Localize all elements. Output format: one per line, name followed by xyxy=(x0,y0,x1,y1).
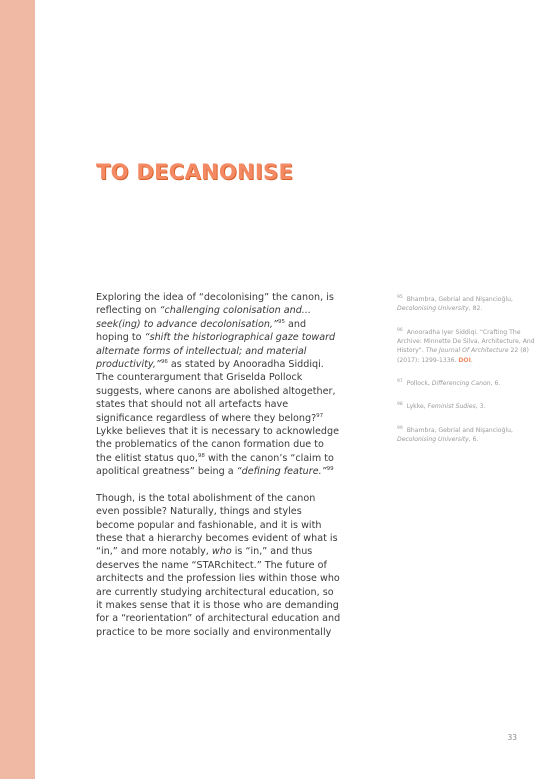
italic-text: “shift the historiographical gaze toward alternate forms of intellectual; and material productivity, xyxy=(96,332,336,371)
italic-text: “defining feature.” xyxy=(236,466,327,478)
text-run: Lykke, xyxy=(406,403,428,411)
text-run: , 3. xyxy=(475,403,486,411)
footnote-text xyxy=(397,427,513,443)
body-text xyxy=(96,291,341,639)
text-run: Lykke believes that it is necessary to acknowledge the problematics of the canon formation due to the elitist status quo, xyxy=(96,426,339,464)
footnote-number: 99 xyxy=(397,425,403,431)
footnote-text xyxy=(397,329,535,364)
doi-link[interactable]: DOI xyxy=(458,356,471,364)
text-run: and hoping to xyxy=(96,318,307,344)
italic-text: Feminist Sudies xyxy=(427,403,476,411)
footnote-ref: 95 xyxy=(277,318,285,325)
italic-text: Differencing Canon xyxy=(431,379,491,387)
text-run: with the canon’s “claim to apolitical greatness” being a xyxy=(96,452,334,478)
footnote-number: 98 xyxy=(397,402,403,408)
italic-text: Decolonising University xyxy=(397,305,469,313)
footnote-96 xyxy=(397,326,547,365)
footnote-text xyxy=(397,296,513,312)
footnotes xyxy=(397,293,547,456)
footnote-99 xyxy=(397,424,547,445)
footnote-text xyxy=(407,380,501,387)
footnote-ref: 99 xyxy=(326,466,334,473)
text-run: Anooradha Iyer Siddiqi. “Crafting The Archive: Minnette De Silva, Architecture, And History”. xyxy=(397,328,535,355)
footnote-97 xyxy=(397,377,547,388)
text-run: is “in,” and thus deserves the name “STARchitect.” The future of architects and the profession lies within those who are currently studying architectural education, so it makes sense that it is those who are demanding for a “reorientation” of architectural education and practice to be more socially and environmentally xyxy=(96,546,341,638)
text-run: Bhambra, Gebrial and Nişancioğlu, xyxy=(406,296,513,304)
footnote-number: 95 xyxy=(397,295,403,300)
section-heading: TO DECANONISE xyxy=(96,160,294,184)
text-run: 22 (8) (2017): 1299-1336. xyxy=(397,347,529,364)
footnote-98 xyxy=(397,400,547,411)
page-number: 33 xyxy=(507,733,517,742)
footnote-ref: 97 xyxy=(316,412,324,419)
text-run: as stated by Anooradha Siddiqi. The counterargument that Griselda Pollock suggests, where canons are abolished altogether, states that should not all artefacts have significance regardless of where they belong? xyxy=(96,359,336,424)
italic-text: The Journal Of Architecture xyxy=(425,347,509,355)
footnote-ref: 98 xyxy=(197,452,205,459)
footnote-number: 96 xyxy=(397,327,403,333)
footnote-ref: 96 xyxy=(160,358,168,365)
footnote-95 xyxy=(397,293,547,314)
text-run: Pollock, xyxy=(406,379,432,387)
italic-text: “challenging colonisation and... seek(ing) to advance decolonisation, xyxy=(96,305,311,330)
text-run: Though, is the total abolishment of the canon even possible? Naturally, things and styles become popular and fashionable, and it is with these that a hierarchy becomes evident of what is “in,” and more notably, xyxy=(96,492,338,558)
text-run: , 6. xyxy=(468,435,479,443)
text-run: Exploring the idea of “decolonising” the canon, is reflecting on xyxy=(96,292,334,317)
text-run: Bhambra, Gebrial and Nişancioğlu, xyxy=(406,426,513,434)
side-color-band xyxy=(0,0,35,779)
italic-text: ” xyxy=(155,359,161,371)
italic-text: ” xyxy=(272,318,278,330)
paragraph-1 xyxy=(96,291,341,479)
paragraph-2 xyxy=(96,492,341,639)
text-run: . xyxy=(470,356,473,364)
italic-text: Decolonising University xyxy=(397,435,469,443)
text-run: , 6. xyxy=(490,379,501,387)
footnote-text xyxy=(407,403,486,410)
text-run: , 82. xyxy=(468,305,483,313)
footnote-number: 97 xyxy=(397,378,403,384)
italic-text: who xyxy=(211,546,232,558)
